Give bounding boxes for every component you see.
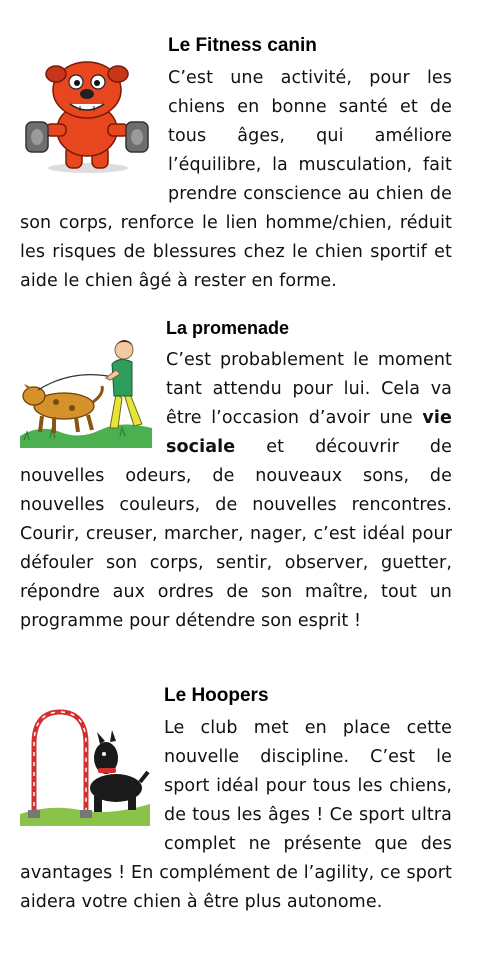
section-le-hoopers (20, 682, 452, 917)
text-before: C’est probablement le moment tant attendu pour lui. Cela va être l’occasion d’avoir une (166, 350, 452, 428)
woman-walking-dog-image (20, 324, 152, 448)
text-vie-sociale: vie sociale (166, 408, 452, 457)
dog-hoop-image (20, 704, 150, 826)
section-title: Le Fitness canin (168, 35, 317, 56)
section-title: Le Hoopers (164, 685, 269, 706)
text-after: et découvrir de nouvelles odeurs, de nouveaux sons, de nouvelles couleurs, de nouvelles rencontres. Courir, creuser, marcher, nager, c’est idéal pour défouler son corps, sentir, observer, guetter, répondre aux ordres de son maître, tout un programme pour détendre son esprit ! (20, 437, 452, 631)
section-fitness-canin (20, 32, 452, 296)
section-text: Le club met en place cette nouvelle discipline. C’est le sport idéal pour tous les chiens, de tous les âges ! Ce sport ultra complet ne présente que des avantages ! En complément de l’agility, ce sport aidera votre chien à être plus autonome. (20, 718, 452, 912)
red-dog-dumbbells-image (20, 48, 154, 176)
section-title: La promenade (166, 318, 290, 338)
section-text: C’est une activité, pour les chiens en bonne santé et de tous âges, qui améliore l’équilibre, la musculation, fait prendre conscience au chien de son corps, renforce le lien homme/chien, réduit les risques de blessures chez le chien sportif et aide le chien âgé à rester en forme. (20, 68, 452, 291)
section-la-promenade (20, 314, 452, 636)
